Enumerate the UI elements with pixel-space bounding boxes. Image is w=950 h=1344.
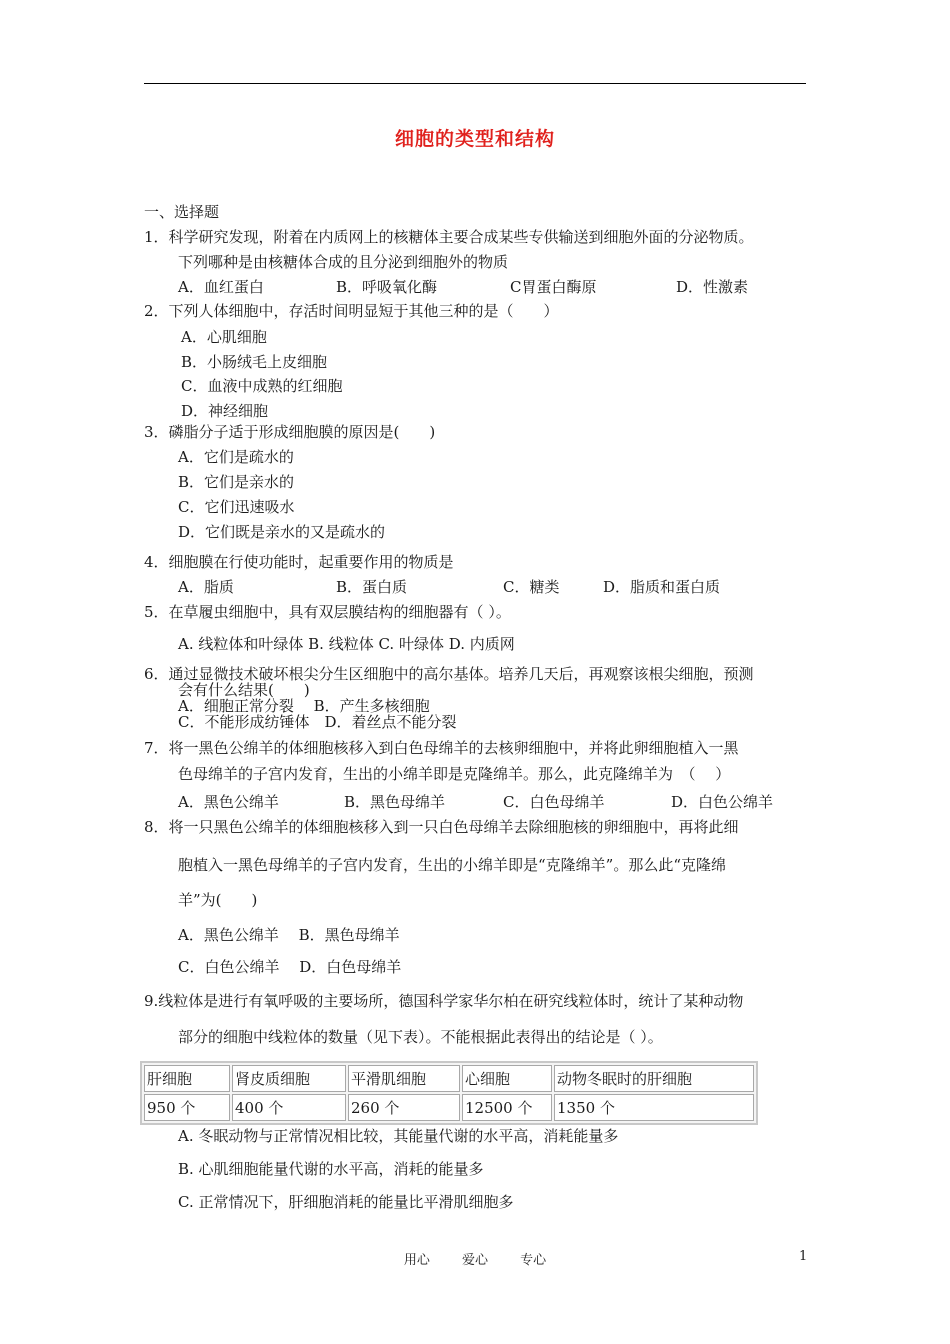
table-cell: 400 个 <box>232 1094 346 1121</box>
mitochondria-count-table <box>140 1061 758 1125</box>
document-title: 细胞的类型和结构 <box>394 128 555 150</box>
q7-stem-line1: 7．将一黑色公绵羊的体细胞核移入到白色母绵羊的去核卵细胞中，并将此卵细胞植入一黑 <box>144 739 739 757</box>
q7-option-a: A．黑色公绵羊 <box>178 793 279 811</box>
q2-option-c: C．血液中成熟的红细胞 <box>181 377 343 395</box>
q2-stem: 2．下列人体细胞中，存活时间明显短于其他三种的是（ ） <box>144 302 559 320</box>
q2-option-b: B．小肠绒毛上皮细胞 <box>181 353 328 371</box>
q1-option-b: B．呼吸氧化酶 <box>336 278 438 296</box>
q9-stem-line1: 9.线粒体是进行有氧呼吸的主要场所，德国科学家华尔柏在研究线粒体时，统计了某种动物 <box>144 992 744 1010</box>
table-header-row <box>144 1065 754 1092</box>
q1-stem-line2: 下列哪种是由核糖体合成的且分泌到细胞外的物质 <box>178 253 509 271</box>
q1-option-a: A．血红蛋白 <box>178 278 264 296</box>
q9-option-c: C. 正常情况下，肝细胞消耗的能量比平滑肌细胞多 <box>178 1193 514 1211</box>
footer-text: 用心 <box>403 1253 430 1268</box>
q6-options-line1: A．细胞正常分裂 B．产生多核细胞 <box>178 697 430 715</box>
page-footer <box>0 1249 950 1268</box>
table-cell: 950 个 <box>144 1094 230 1121</box>
q6-stem-line2: 会有什么结果( ) <box>178 681 310 699</box>
table-row <box>144 1094 754 1121</box>
q3-option-a: A．它们是疏水的 <box>178 448 294 466</box>
page-number: 1 <box>799 1249 808 1264</box>
q2-option-a: A．心肌细胞 <box>181 328 267 346</box>
q3-option-c: C．它们迅速吸水 <box>178 498 295 516</box>
q7-option-b: B．黑色母绵羊 <box>344 793 446 811</box>
table-header-cell: 心细胞 <box>462 1065 552 1092</box>
q8-options-line2: C．白色公绵羊 D．白色母绵羊 <box>178 958 402 976</box>
table-cell: 1350 个 <box>554 1094 754 1121</box>
table-header-cell: 肾皮质细胞 <box>232 1065 346 1092</box>
q9-option-a: A. 冬眠动物与正常情况相比较，其能量代谢的水平高，消耗能量多 <box>178 1127 619 1145</box>
q1-stem-line1: 1．科学研究发现，附着在内质网上的核糖体主要合成某些专供输送到细胞外面的分泌物质。 <box>144 228 754 246</box>
table-cell: 12500 个 <box>462 1094 552 1121</box>
q4-option-d: D．脂质和蛋白质 <box>603 578 721 596</box>
q7-stem-line2: 色母绵羊的子宫内发育，生出的小绵羊即是克隆绵羊。那么，此克隆绵羊为 （ ） <box>178 765 731 783</box>
q1-option-d: D．性激素 <box>676 278 749 296</box>
header-rule <box>144 83 806 84</box>
q5-options: A. 线粒体和叶绿体 B. 线粒体 C. 叶绿体 D. 内质网 <box>178 635 515 653</box>
q8-stem-line2: 胞植入一黑色母绵羊的子宫内发育，生出的小绵羊即是“克隆绵羊”。那么此“克隆绵 <box>178 856 727 874</box>
q7-option-c: C．白色母绵羊 <box>503 793 605 811</box>
table-cell: 260 个 <box>348 1094 460 1121</box>
q4-option-c: C．糖类 <box>503 578 560 596</box>
q9-option-b: B. 心肌细胞能量代谢的水平高，消耗的能量多 <box>178 1160 484 1178</box>
q4-option-a: A．脂质 <box>178 578 234 596</box>
q3-stem: 3．磷脂分子适于形成细胞膜的原因是( ) <box>144 423 436 441</box>
q8-stem-line1: 8．将一只黑色公绵羊的体细胞核移入到一只白色母绵羊去除细胞核的卵细胞中，再将此细 <box>144 818 739 836</box>
q8-options-line1: A．黑色公绵羊 B．黑色母绵羊 <box>178 926 400 944</box>
footer-text: 专心 <box>520 1253 547 1268</box>
table-header-cell: 动物冬眠时的肝细胞 <box>554 1065 754 1092</box>
q5-stem: 5．在草履虫细胞中，具有双层膜结构的细胞器有（ ）。 <box>144 603 511 621</box>
q9-stem-line2: 部分的细胞中线粒体的数量（见下表）。不能根据此表得出的结论是（ ）。 <box>178 1028 663 1046</box>
q3-option-d: D．它们既是亲水的又是疏水的 <box>178 523 386 541</box>
q6-stem-line1: 6．通过显微技术破坏根尖分生区细胞中的高尔基体。培养几天后，再观察该根尖细胞，预测 <box>144 665 754 683</box>
q7-option-d: D．白色公绵羊 <box>671 793 774 811</box>
q3-option-b: B．它们是亲水的 <box>178 473 295 491</box>
q2-option-d: D．神经细胞 <box>181 402 269 420</box>
q6-options-line2: C．不能形成纺锤体 D．着丝点不能分裂 <box>178 713 457 731</box>
table-header-cell: 肝细胞 <box>144 1065 230 1092</box>
q4-stem: 4．细胞膜在行使功能时，起重要作用的物质是 <box>144 553 454 571</box>
section-heading: 一、选择题 <box>144 203 220 221</box>
table-header-cell: 平滑肌细胞 <box>348 1065 460 1092</box>
q8-stem-line3: 羊”为( ) <box>178 891 258 909</box>
q1-option-c: C胃蛋白酶原 <box>510 278 597 296</box>
q4-option-b: B．蛋白质 <box>336 578 408 596</box>
footer-text: 爱心 <box>461 1253 488 1268</box>
